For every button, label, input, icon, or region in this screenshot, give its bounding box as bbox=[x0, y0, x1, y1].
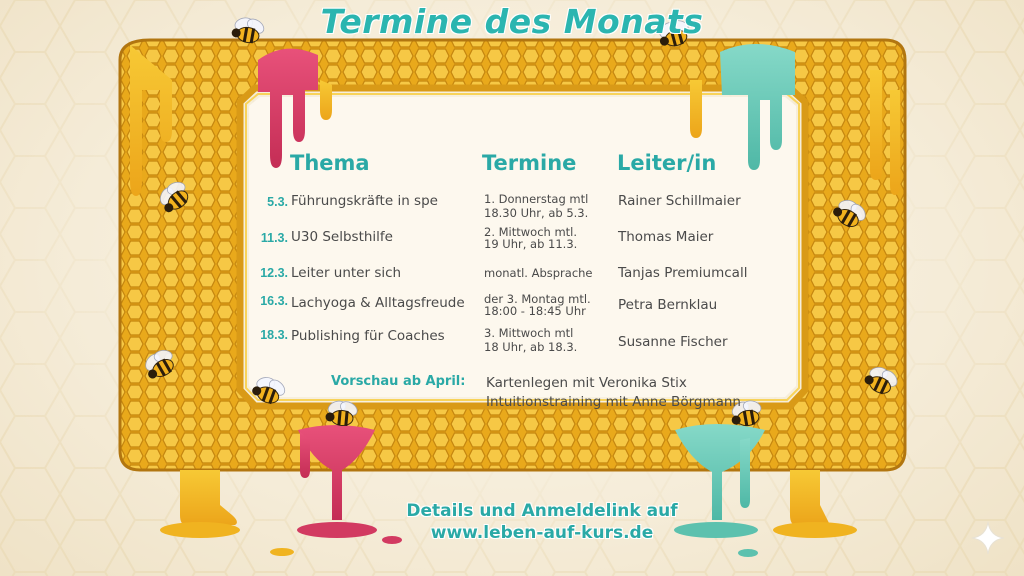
row-when-line-2: 18 Uhr, ab 18.3. bbox=[484, 340, 578, 354]
row-leader: Tanjas Premiumcall bbox=[618, 265, 748, 281]
preview-item: Intuitionstraining mit Anne Börgmann bbox=[486, 394, 741, 410]
row-date: 12.3. bbox=[260, 266, 288, 280]
row-leader: Susanne Fischer bbox=[618, 334, 728, 350]
row-when-line-1: 3. Mittwoch mtl bbox=[484, 326, 574, 340]
row-when-line-2: 19 Uhr, ab 11.3. bbox=[484, 237, 578, 251]
row-topic: Leiter unter sich bbox=[291, 265, 402, 281]
row-when-line-1: 1. Donnerstag mtl bbox=[484, 192, 589, 206]
row-topic: Publishing für Coaches bbox=[291, 328, 445, 344]
row-leader: Petra Bernklau bbox=[618, 297, 718, 313]
preview-label: Vorschau ab April: bbox=[331, 374, 466, 389]
row-when-line-1: 2. Mittwoch mtl. bbox=[484, 225, 578, 239]
row-topic: Führungskräfte in spe bbox=[291, 193, 438, 209]
row-topic: U30 Selbsthilfe bbox=[291, 229, 393, 245]
sparkle-icon bbox=[970, 520, 1006, 556]
footer-details-text: Details und Anmeldelink auf bbox=[406, 501, 678, 521]
bee-icon bbox=[250, 371, 291, 408]
footer-website-link[interactable]: www.leben-auf-kurs.de bbox=[430, 523, 654, 543]
bee-icon bbox=[862, 361, 904, 399]
column-header-termine: Termine bbox=[482, 151, 577, 175]
table-row bbox=[0, 193, 1024, 227]
row-date: 18.3. bbox=[260, 328, 288, 342]
column-header-leiter: Leiter/in bbox=[617, 151, 717, 175]
row-leader: Rainer Schillmaier bbox=[618, 193, 741, 209]
table-row bbox=[0, 327, 1024, 361]
row-topic: Lachyoga & Alltagsfreude bbox=[291, 295, 465, 311]
row-date: 5.3. bbox=[267, 195, 288, 209]
row-when-line-1: monatl. Absprache bbox=[484, 266, 593, 280]
row-when-line-2: 18:00 - 18:45 Uhr bbox=[484, 304, 586, 318]
row-date: 16.3. bbox=[260, 294, 288, 308]
row-leader: Thomas Maier bbox=[618, 229, 714, 245]
page-title: Termine des Monats bbox=[320, 2, 704, 41]
column-header-thema: Thema bbox=[290, 151, 370, 175]
preview-item: Kartenlegen mit Veronika Stix bbox=[486, 375, 687, 391]
table-row bbox=[0, 225, 1024, 263]
bee-icon bbox=[325, 397, 361, 427]
row-when-line-1: der 3. Montag mtl. bbox=[484, 292, 591, 306]
row-when-line-2: 18.30 Uhr, ab 5.3. bbox=[484, 206, 589, 220]
row-date: 11.3. bbox=[260, 231, 288, 245]
table-row bbox=[0, 293, 1024, 327]
